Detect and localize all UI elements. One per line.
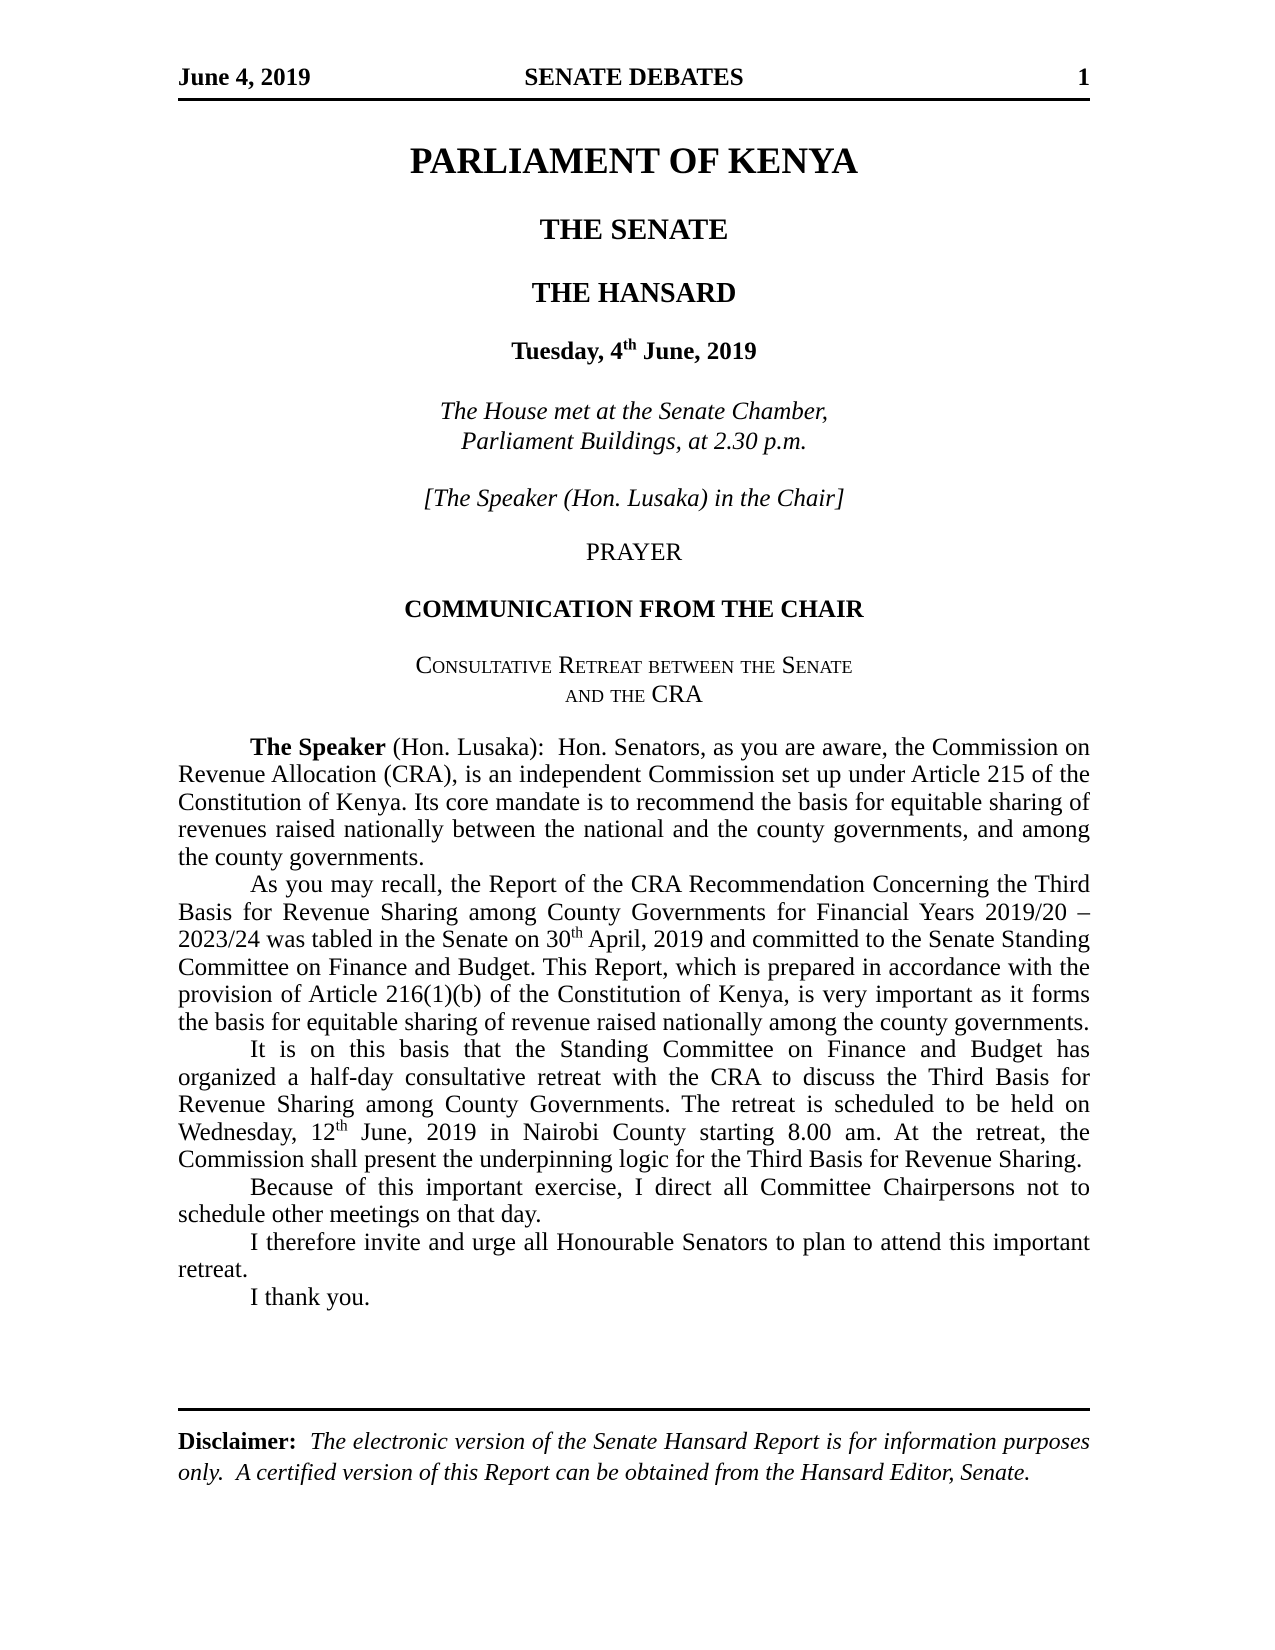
text-segment: Because of this important exercise, I direct all Committee Chairpersons not to schedule other meetings on that day. bbox=[178, 1173, 1090, 1229]
header-title: SENATE DEBATES bbox=[524, 64, 744, 91]
speech-paragraph bbox=[178, 1036, 1090, 1174]
subsection-heading bbox=[178, 651, 1090, 710]
speech-paragraph bbox=[178, 1229, 1090, 1284]
venue-line-2: Parliament Buildings, at 2.30 p.m. bbox=[461, 427, 807, 455]
hansard-title: THE HANSARD bbox=[531, 277, 737, 309]
text-segment: June, 2019 in Nairobi County starting 8.00 am. At the retreat, the Commission shall present the underpinning logic for the Third Basis for Revenue Sharing. bbox=[178, 1118, 1090, 1174]
venue-line-1: The House met at the Senate Chamber, bbox=[439, 397, 829, 425]
text-segment: th bbox=[335, 1117, 348, 1135]
text-segment: June, 2019 bbox=[636, 337, 757, 365]
speech-paragraph bbox=[178, 1284, 1090, 1312]
subsection-line-2: and the CRA bbox=[565, 681, 703, 709]
text-segment: Disclaimer: bbox=[178, 1429, 297, 1455]
text-segment: th bbox=[622, 336, 637, 354]
text-segment: April, 2019 and committed to the Senate Standing Committee on Finance and Budget. This Report, which is prepared in accordance with the provision of Article 216(1)(b) of the Constitution of Kenya, is very important as it forms the basis for equitable sharing of revenue raised nationally among the county governments. bbox=[178, 926, 1090, 1036]
text-segment: I thank you. bbox=[250, 1283, 371, 1311]
prayer-heading: PRAYER bbox=[585, 539, 683, 567]
section-heading: COMMUNICATION FROM THE CHAIR bbox=[404, 596, 864, 624]
header-page-number: 1 bbox=[1077, 64, 1090, 91]
subsection-line-1: Consultative Retreat between the Senate bbox=[415, 651, 853, 679]
footer-block bbox=[178, 1408, 1090, 1488]
header-date: June 4, 2019 bbox=[178, 64, 311, 91]
speech-paragraphs bbox=[178, 734, 1090, 1312]
text-segment: The Speaker bbox=[250, 733, 386, 761]
chamber-title: THE SENATE bbox=[539, 213, 729, 247]
text-segment: It is on this basis that the Standing Committee on Finance and Budget has organized a half-day consultative retreat with the CRA to discuss the Third Basis for Revenue Sharing among County Governments. The retreat is scheduled to be held on Wednesday, 12 bbox=[178, 1036, 1090, 1146]
speech-paragraph bbox=[178, 871, 1090, 1036]
footer-rule bbox=[178, 1408, 1090, 1411]
sitting-date bbox=[178, 338, 1090, 367]
text-segment: th bbox=[570, 925, 584, 943]
document-title: PARLIAMENT OF KENYA bbox=[409, 140, 859, 182]
document-content bbox=[178, 64, 1090, 1311]
speech-paragraph bbox=[178, 734, 1090, 872]
text-segment: The electronic version of the Senate Hansard Report is for information purposes only. A certified version of this Report can be obtained from the Hansard Editor, Senate. bbox=[178, 1429, 1090, 1486]
text-segment: Tuesday, 4 bbox=[511, 337, 623, 365]
venue-note bbox=[178, 397, 1090, 457]
speech-paragraph bbox=[178, 1174, 1090, 1229]
disclaimer bbox=[178, 1427, 1090, 1488]
text-segment: I therefore invite and urge all Honourable Senators to plan to attend this important retreat. bbox=[178, 1228, 1090, 1284]
running-header bbox=[178, 64, 1090, 101]
text-segment bbox=[297, 1429, 310, 1455]
chair-note: [The Speaker (Hon. Lusaka) in the Chair] bbox=[423, 484, 845, 512]
text-segment: As you may recall, the Report of the CRA Recommendation Concerning the Third Basis for Revenue Sharing among County Governments for Financial Years 2019/20 – 2023/24 was tabled in the Senate on 30 bbox=[178, 871, 1090, 954]
text-segment: (Hon. Lusaka): Hon. Senators, as you are aware, the Commission on Revenue Allocation (CRA), is an independent Commission set up under Article 215 of the Constitution of Kenya. Its core mandate is to recommend the basis for equitable sharing of revenues raised nationally between the national and the county governments, and among the county governments. bbox=[178, 733, 1090, 871]
